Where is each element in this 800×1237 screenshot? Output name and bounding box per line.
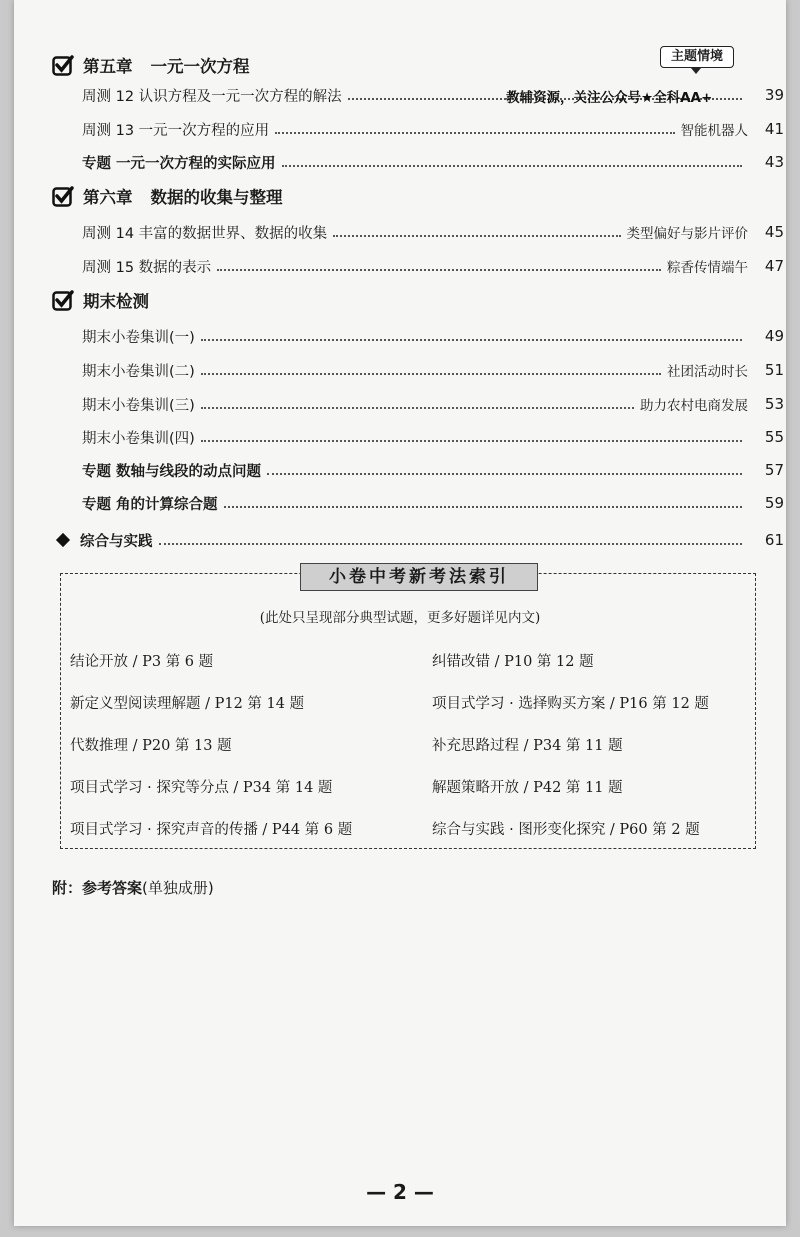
toc-label: 专题 角的计算综合题 [82,496,218,513]
leader-dots [217,269,661,271]
toc-row[interactable] [82,149,784,175]
toc-page: 53 [764,395,784,413]
toc-label: 周测 14 丰富的数据世界、数据的收集 [82,225,328,242]
toc-row[interactable] [82,424,784,450]
toc-row[interactable] [82,253,784,279]
index-entry[interactable]: 项目式学习 · 探究声音的传播 / P44 第 6 题 [70,822,353,838]
chapter-subtitle: 一元一次方程 [150,57,250,76]
chapter-title: 期末检测 [83,292,149,311]
toc-label: 专题 数轴与线段的动点问题 [82,463,262,480]
toc-row[interactable] [82,116,784,142]
toc-label: 周测 12 认识方程及一元一次方程的解法 [82,88,342,105]
toc-page: 51 [764,361,784,379]
leader-dots [201,339,742,341]
index-entry[interactable]: 项目式学习 · 选择购买方案 / P16 第 12 题 [432,696,709,712]
leader-dots [201,440,742,442]
index-entry[interactable]: 补充思路过程 / P34 第 11 题 [432,738,623,754]
page [14,0,786,1226]
toc-row[interactable] [82,323,784,349]
toc-label: 期末小卷集训(四) [82,430,195,447]
toc-label: 综合与实践 [80,533,153,550]
toc-theme: 社团活动时长 [667,364,748,380]
index-entry[interactable]: 结论开放 / P3 第 6 题 [70,654,214,670]
toc-row[interactable] [82,490,784,516]
toc-row[interactable] [82,357,784,383]
toc-theme: 智能机器人 [680,123,748,139]
leader-dots [159,543,743,545]
toc-page: 45 [764,223,784,241]
toc-page: 61 [764,531,784,549]
chapter-heading [52,181,283,211]
toc-theme: 类型偏好与影片评价 [626,226,748,242]
diamond-bullet-icon [56,533,70,547]
index-entry[interactable]: 代数推理 / P20 第 13 题 [70,738,232,754]
toc-label: 周测 13 一元一次方程的应用 [82,122,270,139]
toc-page: 49 [764,327,784,345]
toc-label: 专题 一元一次方程的实际应用 [82,155,276,172]
index-entry[interactable]: 解题策略开放 / P42 第 11 题 [432,780,623,796]
leader-dots [267,473,742,475]
chapter-heading [52,50,250,80]
appendix-prefix: 附：参考答案 [52,879,143,897]
chapter-title: 第五章 [83,57,133,76]
chapter-title: 第六章 [83,188,133,207]
appendix-suffix: (单独成册) [142,879,214,897]
toc-page: 41 [764,120,784,138]
index-entry[interactable]: 项目式学习 · 探究等分点 / P34 第 14 题 [70,780,333,796]
appendix-note [52,877,214,898]
toc-page: 55 [764,428,784,446]
toc-page: 59 [764,494,784,512]
chapter-subtitle: 数据的收集与整理 [150,188,283,207]
leader-dots [201,407,634,409]
index-entry[interactable]: 综合与实践 · 图形变化探究 / P60 第 2 题 [432,822,700,838]
toc-label: 期末小卷集训(二) [82,363,195,380]
toc-label: 期末小卷集训(三) [82,397,195,414]
index-box-title: 小卷中考新考法索引 [300,563,538,591]
leader-dots [282,165,742,167]
leader-dots [224,506,742,508]
toc-theme: 助力农村电商发展 [640,398,748,414]
watermark: 教辅资源，关注公众号★全科AA+ [506,90,713,106]
toc-label: 周测 15 数据的表示 [82,259,212,276]
toc-row[interactable] [54,527,784,553]
checkbox-checked-icon [52,289,74,311]
toc-row[interactable] [82,391,784,417]
leader-dots [333,235,620,237]
leader-dots [201,373,661,375]
toc-row[interactable] [82,219,784,245]
toc-page: 57 [764,461,784,479]
theme-tag: 主题情境 [660,46,734,68]
checkbox-checked-icon [52,54,74,76]
toc-theme: 粽香传情端午 [667,260,748,276]
toc-page: 39 [764,86,784,104]
toc-page: 47 [764,257,784,275]
toc-row[interactable] [82,457,784,483]
index-note: (此处只呈现部分典型试题，更多好题详见内文) [259,610,541,626]
page-number: — 2 — [366,1180,434,1204]
toc-label: 期末小卷集训(一) [82,329,195,346]
index-entry[interactable]: 新定义型阅读理解题 / P12 第 14 题 [70,696,305,712]
checkbox-checked-icon [52,185,74,207]
leader-dots [275,132,674,134]
chapter-heading [52,285,149,315]
toc-page: 43 [764,153,784,171]
index-entry[interactable]: 纠错改错 / P10 第 12 题 [432,654,594,670]
